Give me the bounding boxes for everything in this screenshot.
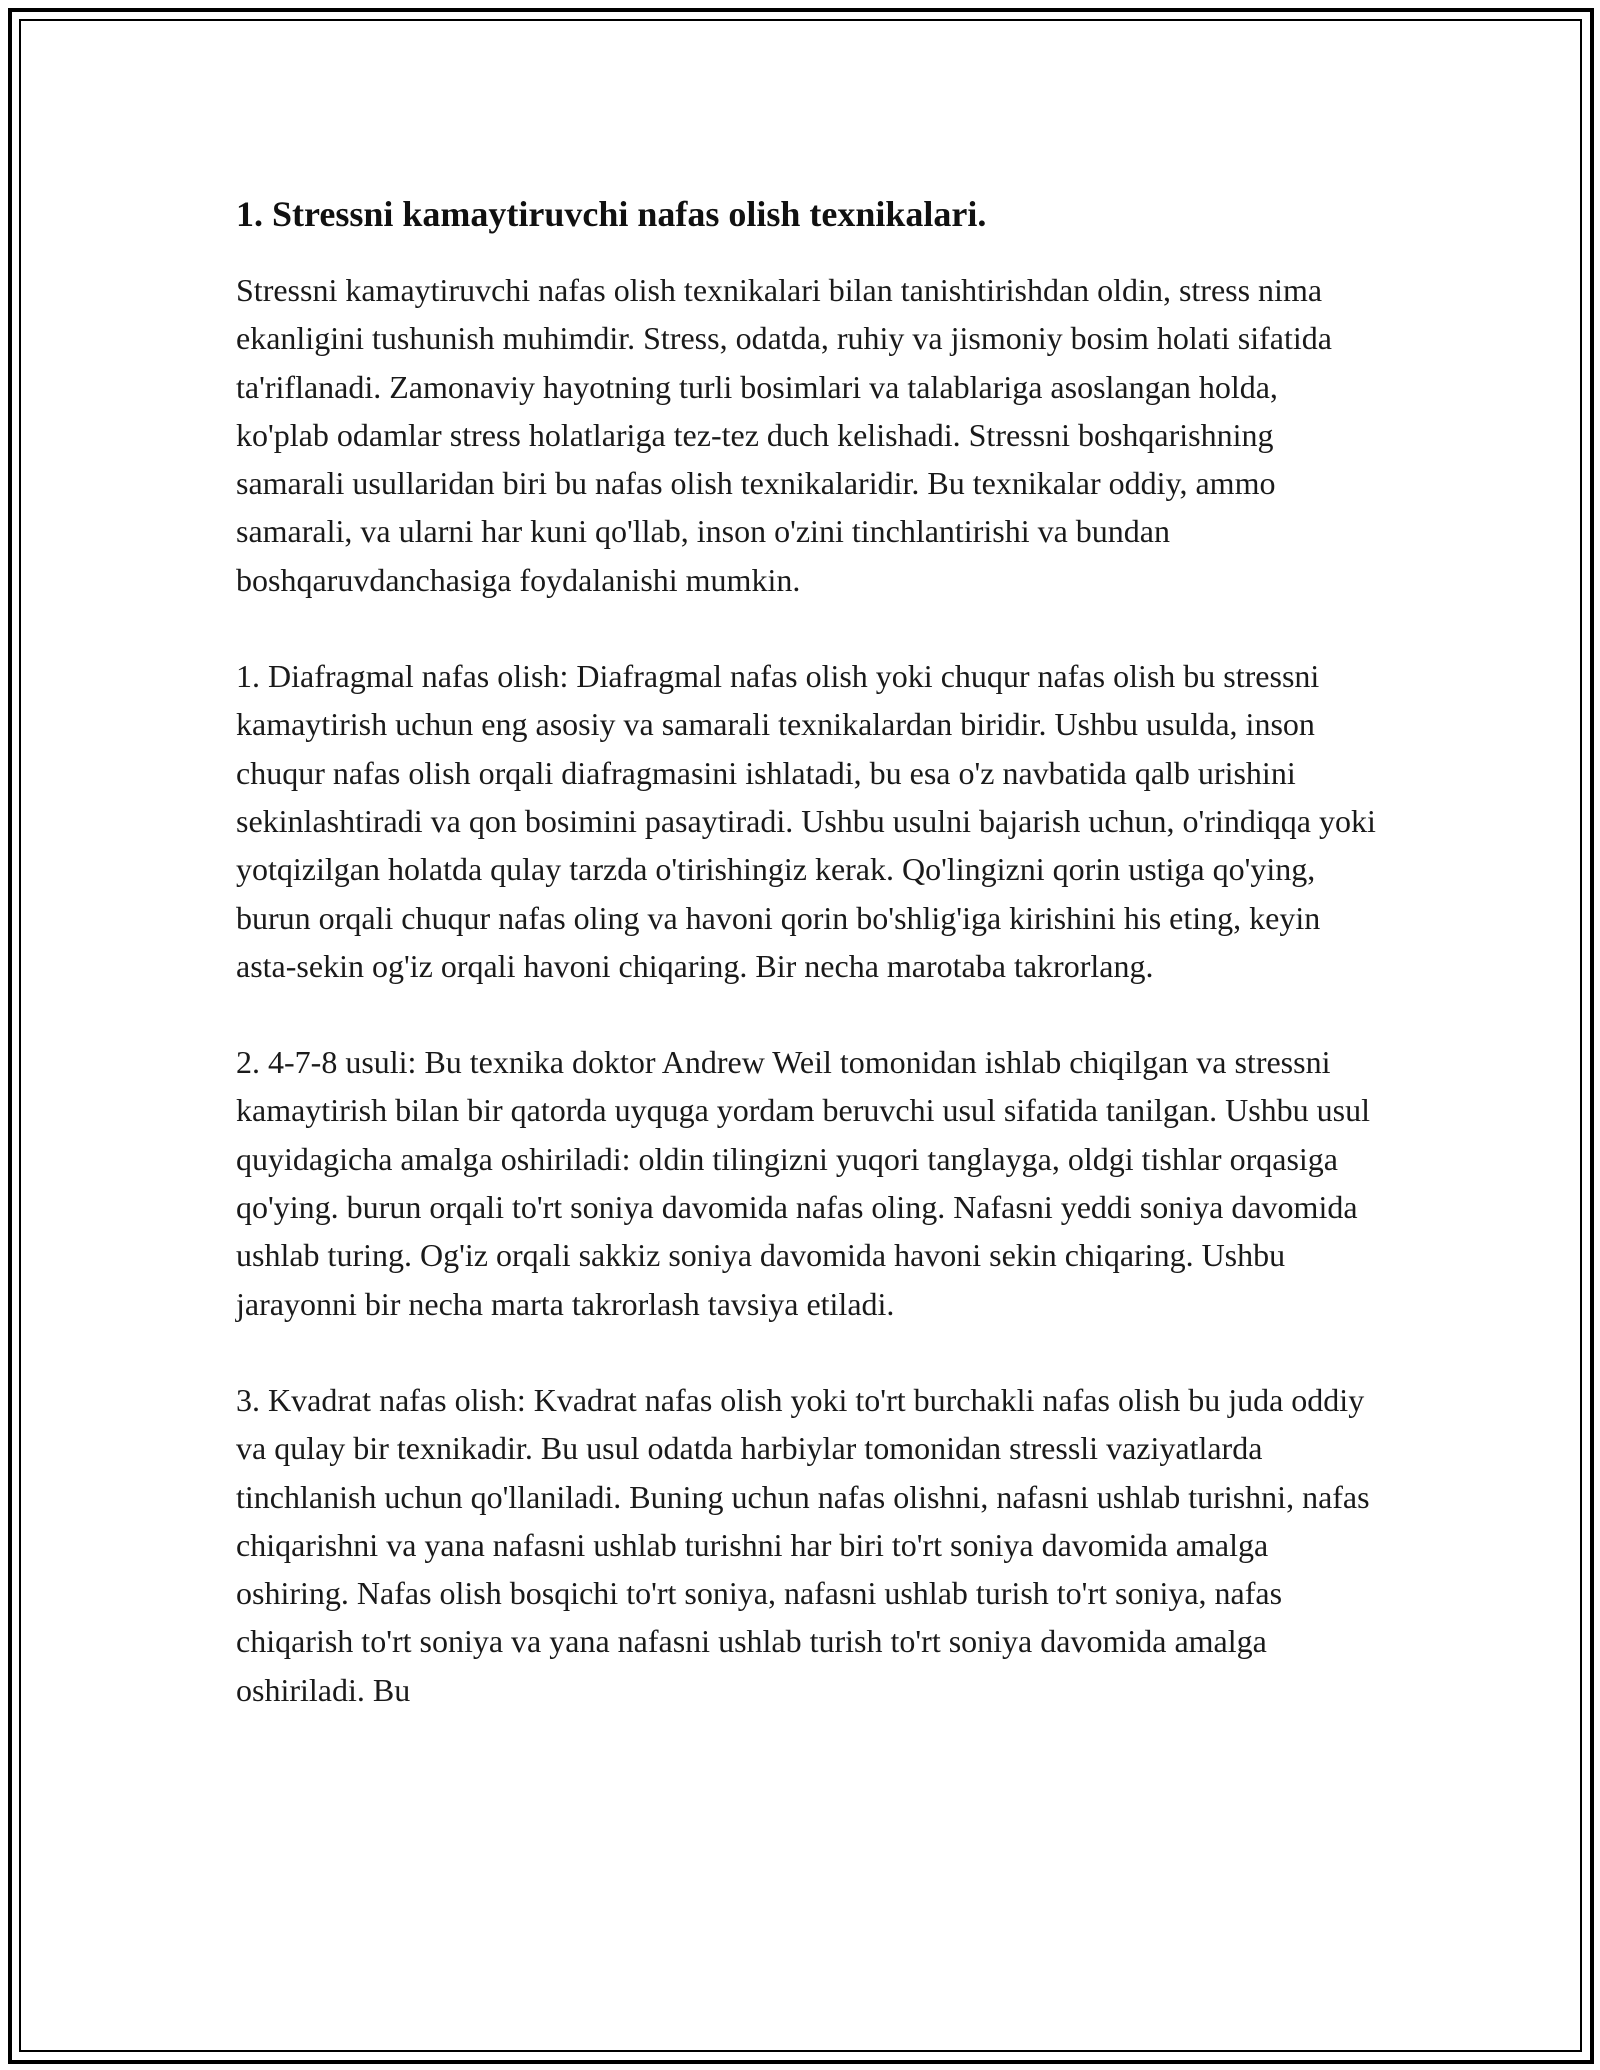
intro-paragraph: Stressni kamaytiruvchi nafas olish texnikalari bilan tanishtirishdan oldin, stress nima ekanligini tushunish muhimdir. Stress, odatda, ruhiy va jismoniy bosim holati sifatida ta'riflanadi. Zamonaviy hayotning turli bosimlari va talablariga asoslangan holda, ko'plab odamlar stress holatlariga tez-tez duch kelishadi. Stressni boshqarishning samarali usullaridan biri bu nafas olish texnikalaridir. Bu texnikalar oddiy, ammo samarali, va ularni har kuni qo'llab, inson o'zini tinchlantirishi va bundan boshqaruvdanchasiga foydalanishi mumkin. [236, 272, 1332, 598]
technique-paragraph-4-7-8: 2. 4-7-8 usuli: Bu texnika doktor Andrew Weil tomonidan ishlab chiqilgan va stressni kamaytirish bilan bir qatorda uyquga yordam beruvchi usul sifatida tanilgan. Ushbu usul quyidagicha amalga oshiriladi: oldin tilingizni yuqori tanglayga, oldgi tishlar orqasiga qo'ying. burun orqali to'rt soniya davomida nafas oling. Nafasni yeddi soniya davomida ushlab turing. Og'iz orqali sakkiz soniya davomida havoni sekin chiqaring. Ushbu jarayonni bir necha marta takrorlash tavsiya etiladi. [236, 1044, 1370, 1322]
technique-paragraph-diaphragmatic: 1. Diafragmal nafas olish: Diafragmal nafas olish yoki chuqur nafas olish bu stressni kamaytirish uchun eng asosiy va samarali texnikalardan biridir. Ushbu usulda, inson chuqur nafas olish orqali diafragmasini ishlatadi, bu esa o'z navbatida qalb urishini sekinlashtiradi va qon bosimini pasaytiradi. Ushbu usulni bajarish uchun, o'rindiqqa yoki yotqizilgan holatda qulay tarzda o'tirishingiz kerak. Qo'lingizni qorin ustiga qo'ying, burun orqali chuqur nafas oling va havoni qorin bo'shlig'iga kirishini his eting, keyin asta-sekin og'iz orqali havoni chiqaring. Bir necha marotaba takrorlang. [236, 658, 1376, 984]
document-body [236, 188, 1376, 1714]
technique-paragraph-box-breathing: 3. Kvadrat nafas olish: Kvadrat nafas olish yoki to'rt burchakli nafas olish bu juda oddiy va qulay bir texnikadir. Bu usul odatda harbiylar tomonidan stressli vaziyatlarda tinchlanish uchun qo'llaniladi. Buning uchun nafas olishni, nafasni ushlab turishni, nafas chiqarishni va yana nafasni ushlab turishni har biri to'rt soniya davomida amalga oshiring. Nafas olish bosqichi to'rt soniya, nafasni ushlab turish to'rt soniya, nafas chiqarish to'rt soniya va yana nafasni ushlab turish to'rt soniya davomida amalga oshiriladi. Bu [236, 1381, 1370, 1708]
section-heading: 1. Stressni kamaytiruvchi nafas olish texnikalari. [236, 194, 987, 234]
